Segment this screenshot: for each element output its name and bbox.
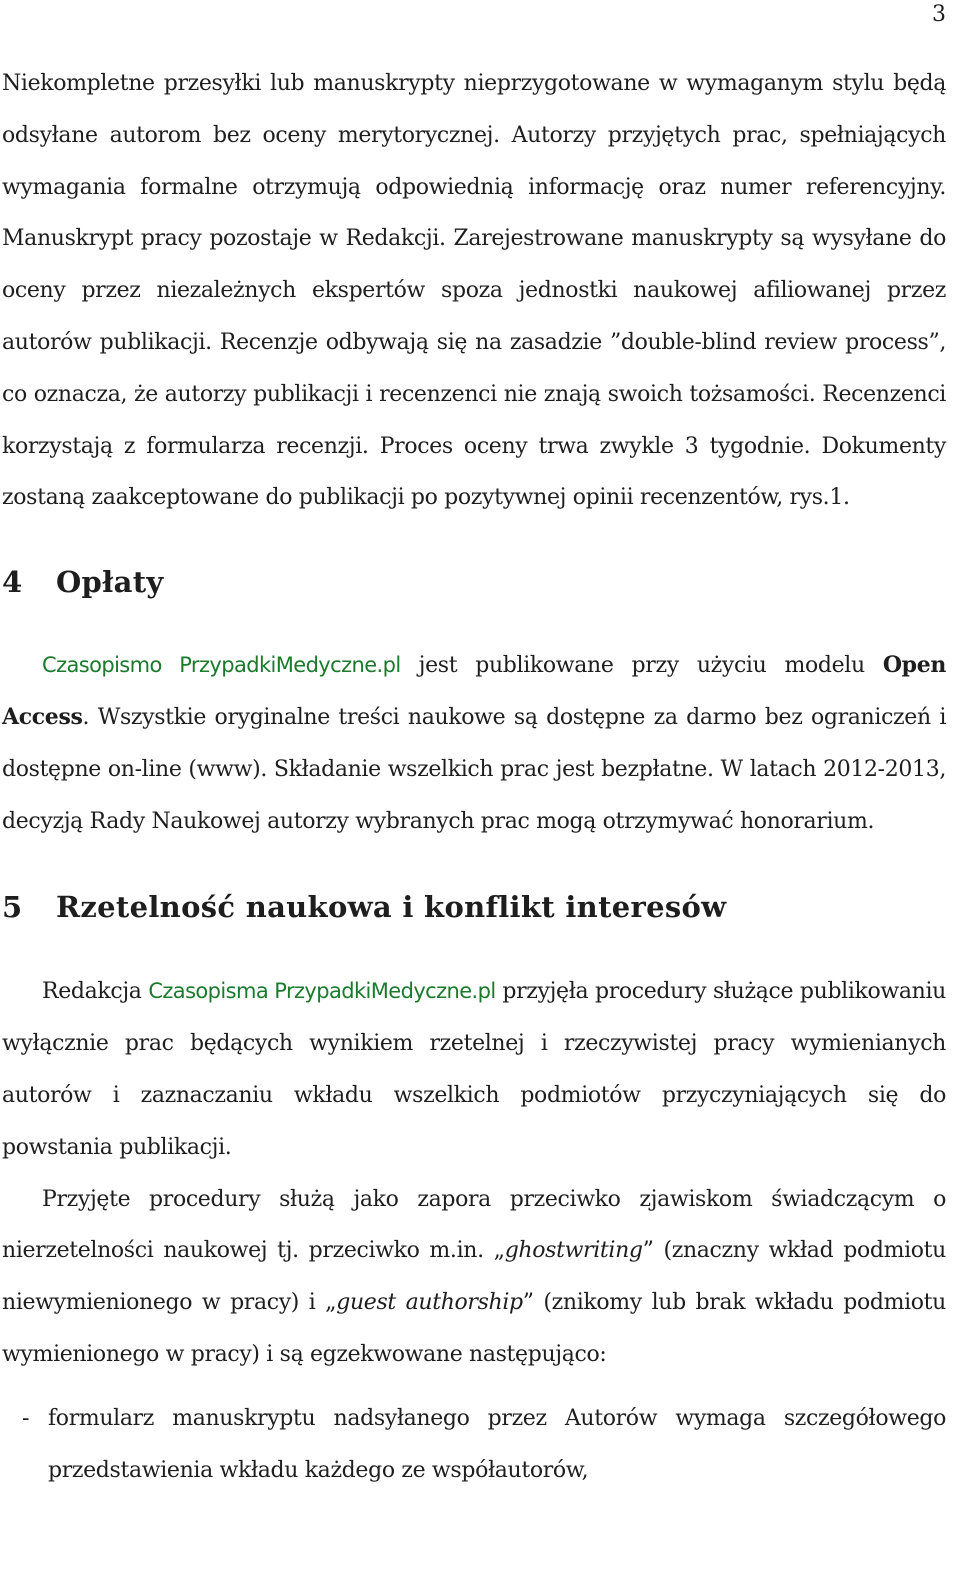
bullet-dash: - bbox=[22, 1405, 30, 1431]
guest-authorship-term: guest authorship bbox=[336, 1290, 523, 1316]
section-title: Rzetelność naukowa i konflikt interesów bbox=[56, 890, 727, 925]
list-item bbox=[2, 1393, 946, 1497]
fees-text-1: jest publikowane przy użyciu modelu bbox=[400, 653, 883, 679]
integrity-text-start: Redakcja bbox=[42, 979, 149, 1005]
section-number: 5 bbox=[2, 890, 23, 925]
section-heading-oplaty bbox=[2, 562, 946, 602]
page-number: 3 bbox=[932, 2, 946, 27]
journal-link[interactable]: Czasopisma PrzypadkiMedyczne.pl bbox=[148, 979, 496, 1004]
integrity-text-rest: przyjęła procedury służące publikowaniu wyłącznie prac będących wynikiem rzetelnej i rzeczywistej pracy wymienianych autorów i zaznaczaniu wkładu wszelkich podmiotów przyczyniających się do powstania publikacji. bbox=[2, 979, 946, 1160]
section-title: Opłaty bbox=[56, 565, 164, 600]
fees-text-2: . Wszystkie oryginalne treści naukowe są dostępne za darmo bez ograniczeń i dostępne on-line (www). Składanie wszelkich prac jest bezpłatne. W latach 2012-2013, decyzją Rady Naukowej autorzy wybranych prac mogą otrzymywać honorarium. bbox=[2, 704, 946, 834]
ghostwriting-term: ghostwriting bbox=[504, 1238, 643, 1264]
list-item-text: formularz manuskryptu nadsyłanego przez Autorów wymaga szczegółowego przedstawienia wkładu każdego ze współautorów, bbox=[48, 1405, 946, 1483]
document-body bbox=[2, 58, 946, 1496]
section-heading-rzetelnosc bbox=[2, 887, 946, 927]
integrity-paragraph bbox=[2, 966, 946, 1173]
intro-paragraph: Niekompletne przesyłki lub manuskrypty nieprzygotowane w wymaganym stylu będą odsyłane autorom bez oceny merytorycznej. Autorzy przyjętych prac, spełniających wymagania formalne otrzymują odpowiednią informację oraz numer referencyjny. Manuskrypt pracy pozostaje w Redakcji. Zarejestrowane manuskrypty są wysyłane do oceny przez niezależnych ekspertów spoza jednostki naukowej afiliowanej przez autorów publikacji. Recenzje odbywają się na zasadzie ”double-blind review process”, co oznacza, że autorzy publikacji i recenzenci nie znają swoich tożsamości. Recenzenci korzystają z formularza recenzji. Proces oceny trwa zwykle 3 tygodnie. Dokumenty zostaną zaakceptowane do publikacji po pozytywnej opinii recenzentów, rys.1. bbox=[2, 71, 946, 511]
fees-paragraph bbox=[2, 640, 946, 847]
procedures-text-c: ” (znikomy lub brak wkładu podmiotu wymienionego w pracy) i są egzekwowane następująco: bbox=[2, 1290, 946, 1367]
procedures-list bbox=[2, 1393, 946, 1497]
procedures-text-a: Przyjęte procedury służą jako zapora przeciwko zjawiskom świadczącym o nierzetelności naukowej tj. przeciwko m.in. „ bbox=[2, 1186, 946, 1264]
procedures-text-b: ” (znaczny wkład podmiotu niewymienionego w pracy) i „ bbox=[2, 1238, 946, 1316]
open-access-term: Open Access bbox=[2, 652, 946, 730]
procedures-paragraph bbox=[2, 1174, 946, 1381]
journal-link[interactable]: Czasopismo PrzypadkiMedyczne.pl bbox=[42, 653, 401, 678]
section-number: 4 bbox=[2, 565, 23, 600]
